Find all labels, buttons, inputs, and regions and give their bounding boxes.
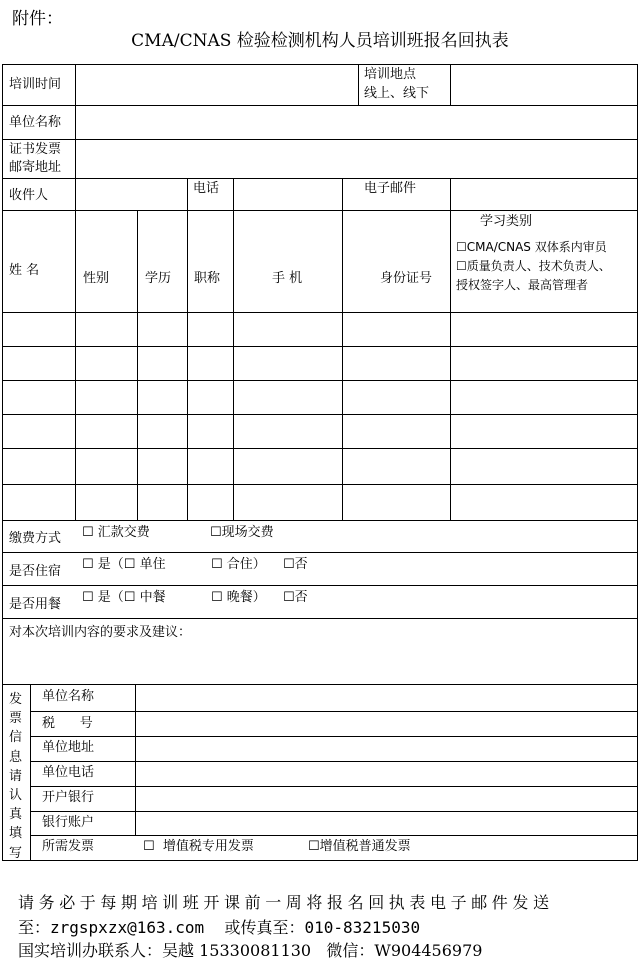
education-header: 学历 bbox=[145, 271, 172, 286]
gender-header: 性别 bbox=[83, 271, 110, 286]
footer-contact-label: 国实培训办联系人： bbox=[18, 941, 163, 960]
training-place-label: 培训地点 bbox=[364, 67, 417, 82]
page-title: CMA/CNAS 检验检测机构人员培训班报名回执表 bbox=[131, 31, 509, 51]
email-label: 电子邮件 bbox=[364, 181, 417, 196]
footer-fax: 010-83215030 bbox=[304, 918, 421, 937]
footer-wechat-label: 微信： bbox=[326, 941, 375, 960]
study-option-managers[interactable]: ☐质量负责人、技术负责人、 bbox=[456, 259, 611, 273]
invoice-tax-number-label: 税 号 bbox=[42, 716, 93, 731]
invoice-type-label: 所需发票 bbox=[42, 839, 95, 854]
footer-wechat: W904456979 bbox=[374, 941, 483, 960]
footer-fax-label: 或传真至： bbox=[224, 918, 305, 937]
training-place-options: 线上、线下 bbox=[364, 86, 430, 101]
recipient-label: 收件人 bbox=[9, 188, 49, 203]
job-title-header: 职称 bbox=[194, 271, 221, 286]
invoice-side-label: 发票信息请认真填写 bbox=[9, 692, 23, 861]
invoice-unit-phone-label: 单位电话 bbox=[42, 765, 95, 780]
study-type-header: 学习类别 bbox=[480, 214, 533, 229]
study-option-managers-cont: 授权签字人、最高管理者 bbox=[456, 278, 589, 292]
payment-option-onsite[interactable]: ☐现场交费 bbox=[210, 525, 274, 540]
study-option-auditor[interactable]: ☐CMA/CNAS 双体系内审员 bbox=[456, 240, 607, 254]
feedback-label: 对本次培训内容的要求及建议： bbox=[9, 625, 192, 640]
footer-contact-person bbox=[18, 938, 482, 961]
invoice-unit-name-label: 单位名称 bbox=[42, 689, 95, 704]
attachment-label: 附件： bbox=[12, 9, 63, 29]
invoice-bank-account-label: 银行账户 bbox=[42, 815, 95, 830]
participant-name-header: 姓 名 bbox=[9, 263, 40, 278]
footer-contact-name: 吴越 bbox=[162, 941, 195, 960]
unit-name-label: 单位名称 bbox=[9, 115, 62, 130]
lodging-option-single[interactable]: ☐ 是（☐ 单住 bbox=[82, 557, 166, 572]
meals-label: 是否用餐 bbox=[9, 597, 62, 612]
lodging-option-no[interactable]: ☐否 bbox=[283, 557, 308, 572]
meals-option-dinner[interactable]: ☐ 晚餐） bbox=[211, 590, 266, 605]
payment-method-label: 缴费方式 bbox=[9, 531, 62, 546]
payment-option-transfer[interactable]: ☐ 汇款交费 bbox=[82, 525, 150, 540]
footer-email-prefix: 至： bbox=[18, 918, 51, 937]
meals-option-lunch[interactable]: ☐ 是（☐ 中餐 bbox=[82, 590, 166, 605]
training-time-label: 培训时间 bbox=[9, 77, 62, 92]
footer-contact-email-fax bbox=[18, 915, 420, 938]
invoice-option-normal-vat[interactable]: ☐增值税普通发票 bbox=[308, 839, 411, 854]
invoice-bank-label: 开户银行 bbox=[42, 790, 95, 805]
invoice-option-special-vat[interactable]: ☐ 增值税专用发票 bbox=[143, 839, 254, 854]
lodging-option-shared[interactable]: ☐ 合住） bbox=[211, 557, 266, 572]
id-number-header: 身份证号 bbox=[380, 271, 433, 286]
mobile-header: 手 机 bbox=[272, 271, 303, 286]
meals-option-no[interactable]: ☐否 bbox=[283, 590, 308, 605]
phone-label: 电话 bbox=[193, 181, 220, 196]
footer-instruction: 请务必于每期培训班开课前一周将报名回执表电子邮件发送 bbox=[18, 893, 554, 912]
footer-contact-phone: 15330081130 bbox=[199, 941, 312, 960]
footer-email[interactable]: zrgspxzx@163.com bbox=[50, 918, 205, 937]
invoice-address-label-2: 邮寄地址 bbox=[9, 160, 62, 175]
invoice-unit-address-label: 单位地址 bbox=[42, 740, 95, 755]
invoice-address-label: 证书发票 bbox=[9, 142, 62, 157]
lodging-label: 是否住宿 bbox=[9, 564, 62, 579]
